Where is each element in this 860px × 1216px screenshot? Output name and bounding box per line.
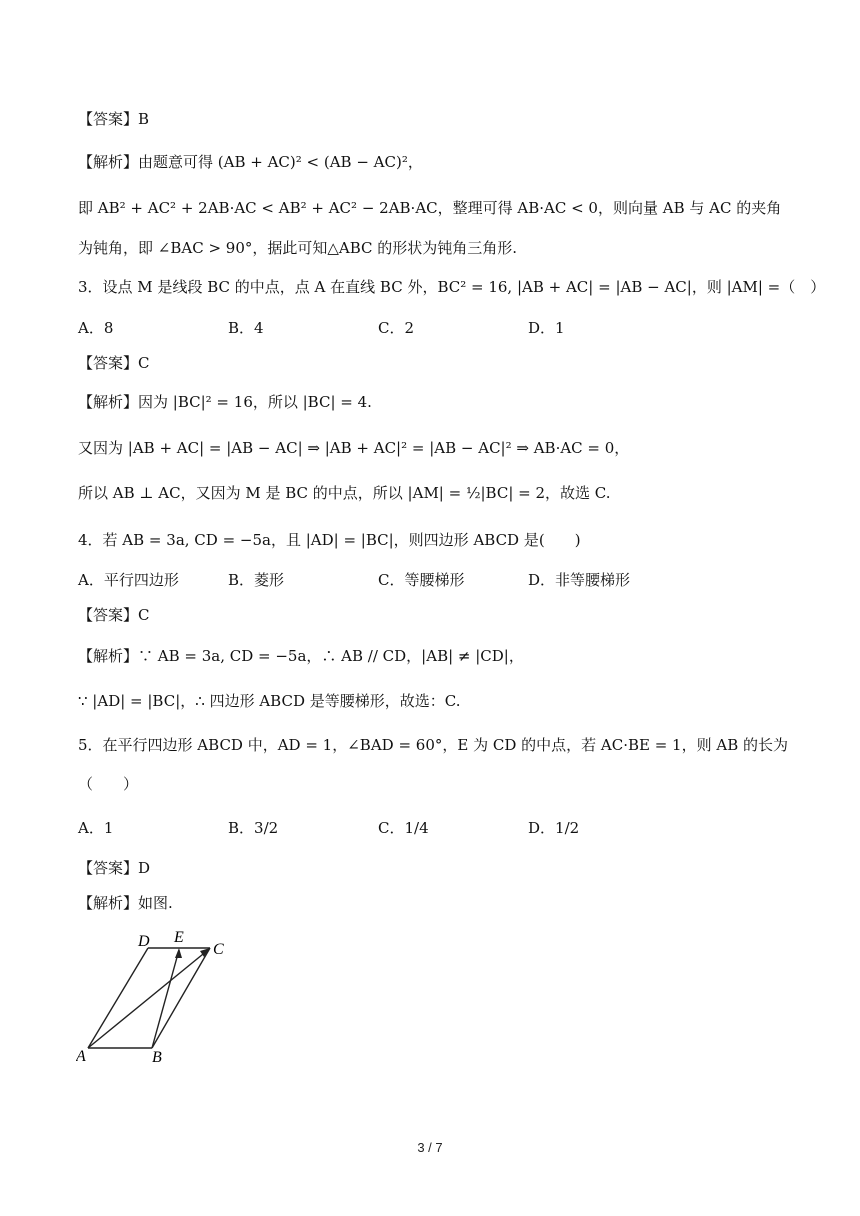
q4-option-b: B．菱形 — [228, 571, 285, 589]
q4-option-c: C．等腰梯形 — [378, 571, 465, 589]
edge-ad — [88, 948, 148, 1048]
q5-option-c: C．1/4 — [378, 819, 429, 837]
explanation-line: 【解析】因为 |BC|² = 16，所以 |BC| = 4. — [78, 393, 372, 411]
q5-option-a: A．1 — [78, 819, 114, 837]
parallelogram-figure — [76, 928, 236, 1068]
explanation-line: 【解析】由题意可得 (AB + AC)² < (AB − AC)²， — [78, 153, 423, 171]
q3-option-b: B．4 — [228, 319, 264, 337]
explanation-line: 所以 AB ⊥ AC，又因为 M 是 BC 的中点，所以 |AM| = ½|BC| = 2，故选 C. — [78, 484, 611, 502]
vector-be — [152, 950, 179, 1048]
arrow-head-e — [175, 948, 182, 958]
label-a: A — [76, 1048, 86, 1065]
q4-option-d: D．非等腰梯形 — [528, 571, 631, 589]
label-d: D — [138, 933, 150, 950]
answer-c: 【答案】C — [78, 354, 150, 372]
q3-option-c: C．2 — [378, 319, 415, 337]
question-5-blank: （ ） — [78, 775, 139, 793]
answer-d: 【答案】D — [78, 859, 151, 877]
q3-option-a: A．8 — [78, 319, 114, 337]
vector-ac — [88, 950, 208, 1048]
answer-b: 【答案】B — [78, 110, 150, 128]
q5-option-b: B．3/2 — [228, 819, 279, 837]
q4-option-a: A．平行四边形 — [78, 571, 179, 589]
question-4: 4．若 AB = 3a, CD = −5a，且 |AD| = |BC|，则四边形 ABCD 是( ) — [78, 531, 581, 549]
page-number: 3 / 7 — [417, 1140, 443, 1155]
explanation-line: 又因为 |AB + AC| = |AB − AC| ⇒ |AB + AC|² = |AB − AC|² ⇒ AB·AC = 0， — [78, 439, 630, 457]
edge-bc — [152, 948, 210, 1048]
answer-c: 【答案】C — [78, 606, 150, 624]
explanation-line: ∵ |AD| = |BC|，∴ 四边形 ABCD 是等腰梯形，故选：C. — [78, 692, 461, 710]
question-5: 5．在平行四边形 ABCD 中，AD = 1，∠BAD = 60°，E 为 CD 的中点，若 AC·BE = 1，则 AB 的长为 — [78, 736, 788, 754]
question-3: 3．设点 M 是线段 BC 的中点，点 A 在直线 BC 外，BC² = 16, |AB + AC| = |AB − AC|，则 |AM| =（ ） — [78, 278, 826, 296]
explanation-line: 【解析】∵ AB = 3a, CD = −5a，∴ AB // CD，|AB| ≠ |CD|， — [78, 647, 524, 665]
label-e: E — [174, 929, 184, 946]
q5-option-d: D．1/2 — [528, 819, 580, 837]
explanation-line: 【解析】如图. — [78, 894, 173, 912]
q3-option-d: D．1 — [528, 319, 565, 337]
label-b: B — [152, 1049, 162, 1066]
explanation-line: 为钝角，即 ∠BAC > 90°，据此可知△ABC 的形状为钝角三角形. — [78, 239, 518, 257]
explanation-line: 即 AB² + AC² + 2AB·AC < AB² + AC² − 2AB·AC，整理可得 AB·AC < 0，则向量 AB 与 AC 的夹角 — [78, 199, 782, 217]
label-c: C — [213, 941, 224, 958]
